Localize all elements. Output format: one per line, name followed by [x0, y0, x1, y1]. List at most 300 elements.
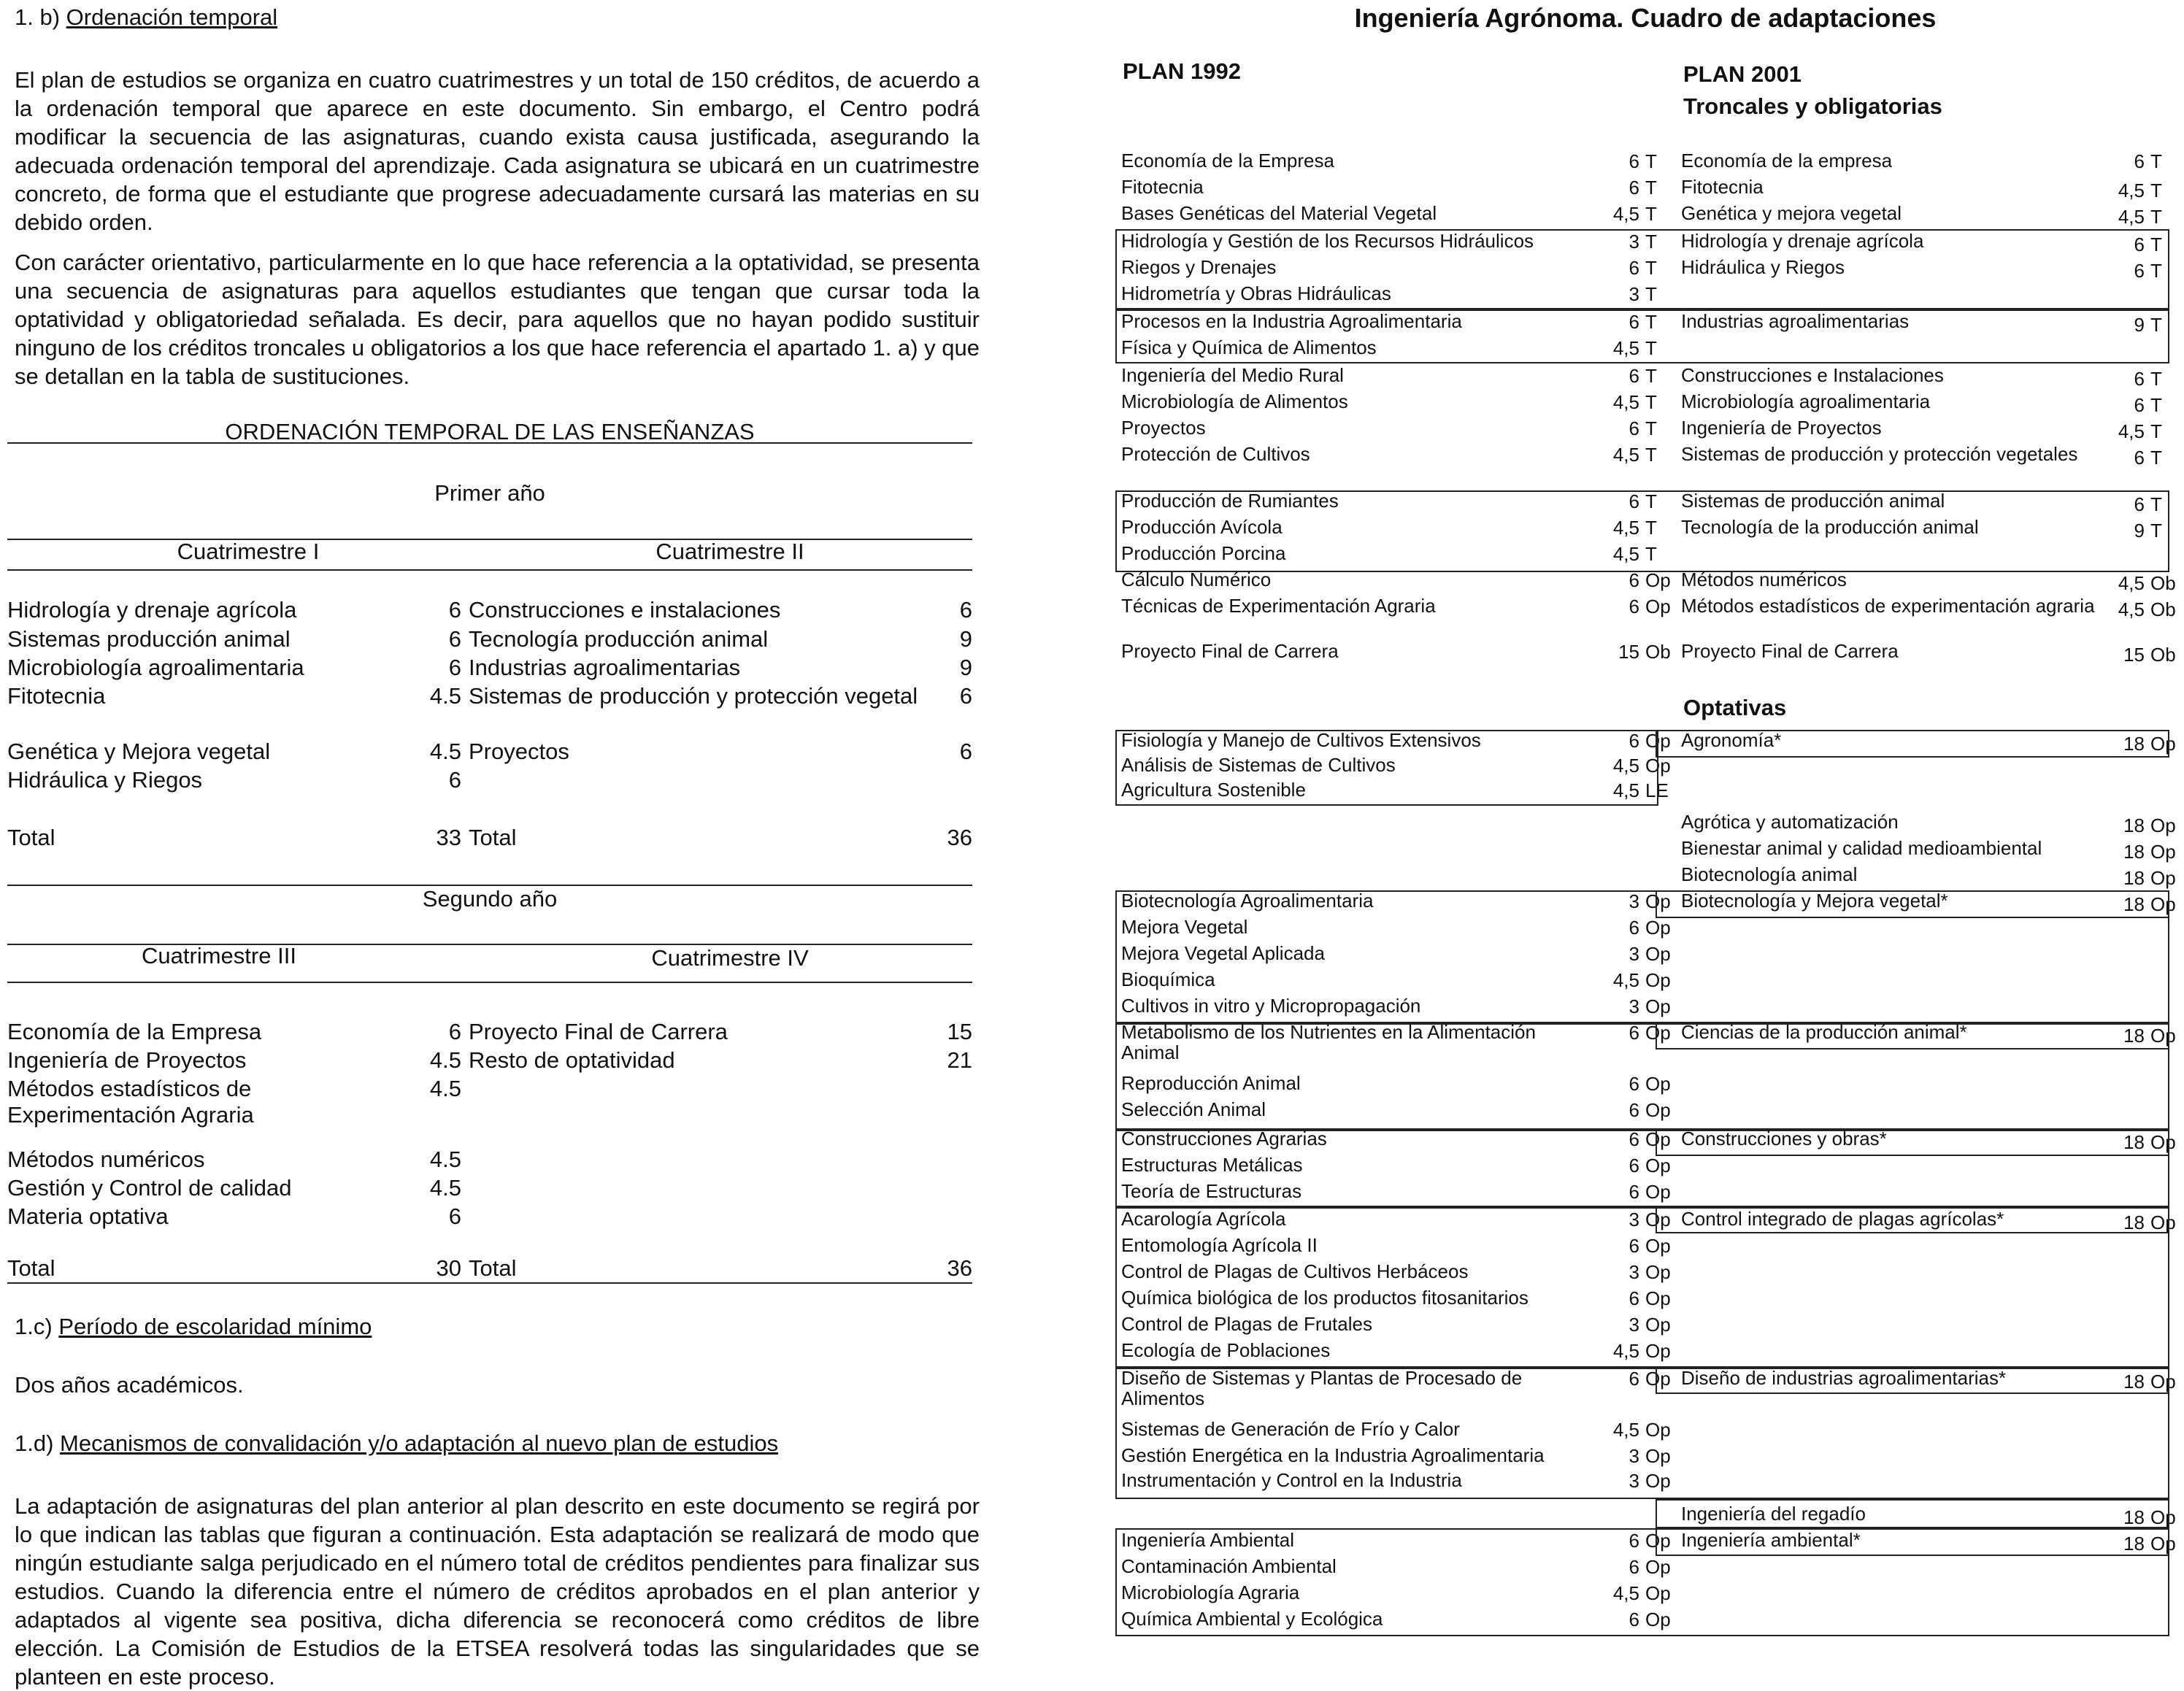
section-title: Ordenación temporal [66, 4, 278, 30]
old-credits: 3 [1629, 1470, 1639, 1492]
course-row [7, 1019, 972, 1047]
adaptation-row [1115, 203, 2175, 227]
old-credits: 4,5 [1612, 969, 1639, 991]
old-credits: 6 [1629, 1128, 1639, 1150]
old-type: Op [1645, 943, 1671, 965]
new-type: Ob [2150, 572, 2176, 594]
new-type: T [2150, 234, 2162, 255]
old-credits: 6 [1629, 257, 1639, 279]
credits-cell: 6 [448, 655, 461, 680]
year-label: Primer año [434, 480, 545, 506]
course-row [7, 739, 972, 767]
old-course: Contaminación Ambiental [1121, 1555, 1337, 1577]
old-type: Op [1645, 1022, 1671, 1044]
new-type: Op [2150, 733, 2176, 755]
new-course: Hidrología y drenaje agrícola [1681, 230, 1924, 252]
credits-cell: 6 [448, 626, 461, 652]
new-credits: 4,5 [2118, 572, 2145, 594]
old-type: T [1645, 231, 1657, 253]
old-type: Op [1645, 1287, 1671, 1309]
total-label: Total [7, 1255, 55, 1281]
old-type: T [1645, 543, 1657, 565]
old-credits: 4,5 [1612, 203, 1639, 225]
course-row [7, 1047, 972, 1076]
old-credits: 6 [1629, 365, 1639, 387]
old-credits: 4,5 [1612, 543, 1639, 565]
course-cell: Economía de la Empresa [7, 1019, 262, 1044]
credits-cell: 4.5 [429, 683, 461, 709]
old-course: Teoría de Estructuras [1121, 1180, 1302, 1202]
old-type: T [1645, 203, 1657, 225]
credits-cell: 4.5 [429, 1147, 461, 1172]
new-credits: 4,5 [2118, 598, 2145, 620]
new-course: Economía de la empresa [1681, 150, 1893, 172]
old-credits: 6 [1629, 177, 1639, 199]
divider [7, 569, 972, 571]
old-credits: 4,5 [1612, 1340, 1639, 1362]
course-row [7, 655, 972, 683]
old-type: Op [1645, 1099, 1671, 1121]
new-course: Métodos estadísticos de experimentación agraria [1681, 595, 2095, 617]
new-type: Op [2150, 1371, 2176, 1393]
course-cell: Genética y Mejora vegetal [7, 739, 271, 764]
new-type: T [2150, 394, 2162, 416]
old-credits: 4,5 [1612, 517, 1639, 539]
old-course: Cultivos in vitro y Micropropagación [1121, 995, 1421, 1017]
new-type: Op [2150, 814, 2176, 836]
course-row [7, 626, 972, 655]
new-type: Op [2150, 1025, 2176, 1047]
old-type: Op [1645, 1128, 1671, 1150]
new-credits: 6 [2134, 368, 2145, 390]
old-course: Control de Plagas de Frutales [1121, 1313, 1372, 1335]
old-course: Hidrometría y Obras Hidráulicas [1121, 282, 1391, 304]
optativas-heading: Optativas [1683, 695, 1787, 720]
divider [7, 1282, 972, 1284]
new-course: Agrótica y automatización [1681, 811, 1899, 833]
group-box [1656, 1022, 2169, 1049]
old-type: Op [1645, 1470, 1671, 1492]
new-type: Op [2150, 1212, 2176, 1233]
old-course: Riegos y Drenajes [1121, 256, 1277, 278]
old-credits: 4,5 [1612, 1582, 1639, 1604]
new-course: Construcciones y obras* [1681, 1128, 1887, 1149]
new-type: T [2150, 180, 2162, 201]
old-course: Análisis de Sistemas de Cultivos [1121, 754, 1396, 776]
year-label: Segundo año [422, 886, 558, 912]
paragraph-1c: Dos años académicos. [15, 1372, 244, 1398]
new-course: Proyecto Final de Carrera [1681, 640, 1899, 662]
credits-cell: 6 [959, 683, 972, 709]
new-type: Ob [2150, 644, 2176, 666]
old-course: Agricultura Sostenible [1121, 779, 1306, 801]
course-cell: Tecnología producción animal [469, 626, 769, 652]
old-type: Op [1645, 1235, 1671, 1257]
course-cell: Industrias agroalimentarias [469, 655, 741, 680]
old-course: Fitotecnia [1121, 176, 1204, 198]
new-credits: 18 [2123, 1212, 2145, 1233]
old-type: Op [1645, 1609, 1671, 1630]
old-type: Op [1645, 995, 1671, 1017]
new-course: Métodos numéricos [1681, 569, 1847, 590]
divider [7, 442, 972, 444]
old-type: Ob [1645, 641, 1671, 663]
credits-cell: 6 [448, 1203, 461, 1229]
new-credits: 6 [2134, 394, 2145, 416]
new-credits: 18 [2123, 733, 2145, 755]
old-course: Cálculo Numérico [1121, 569, 1272, 590]
semester-label: Cuatrimestre III [142, 943, 296, 968]
old-credits: 3 [1629, 1314, 1639, 1336]
old-course: Ingeniería del Medio Rural [1121, 364, 1344, 386]
new-course: Bienestar animal y calidad medioambiental [1681, 837, 2042, 859]
credits-cell: 4.5 [429, 1047, 461, 1073]
new-credits: 9 [2134, 314, 2145, 336]
course-row [7, 683, 972, 712]
section-number: 1. b) [15, 4, 61, 30]
old-credits: 3 [1629, 890, 1639, 912]
new-credits: 18 [2123, 1506, 2145, 1528]
old-type: Op [1645, 1368, 1671, 1390]
old-credits: 6 [1629, 150, 1639, 172]
old-credits: 3 [1629, 995, 1639, 1017]
group-box [1656, 1128, 2169, 1156]
old-credits: 3 [1629, 1261, 1639, 1283]
adaptation-row [1115, 569, 2175, 593]
course-cell: Sistemas de producción y protección vegetal [469, 683, 918, 709]
new-credits: 18 [2123, 1025, 2145, 1047]
old-credits: 3 [1629, 283, 1639, 305]
course-row [7, 1203, 972, 1232]
section-heading-1d [15, 1430, 778, 1457]
adaptation-row [1115, 596, 2175, 620]
new-course: Construcciones e Instalaciones [1681, 364, 1944, 386]
old-credits: 6 [1629, 1530, 1639, 1552]
old-type: Op [1645, 1209, 1671, 1230]
troncales-heading: Troncales y obligatorias [1683, 93, 1942, 119]
old-course: Selección Animal [1121, 1098, 1266, 1120]
old-type: Op [1645, 569, 1671, 591]
old-type: T [1645, 490, 1657, 512]
old-credits: 4,5 [1612, 337, 1639, 359]
new-credits: 4,5 [2118, 180, 2145, 201]
new-type: Op [2150, 893, 2176, 915]
new-credits: 4,5 [2118, 420, 2145, 442]
new-type: T [2150, 206, 2162, 228]
new-credits: 18 [2123, 1371, 2145, 1393]
adaptation-row [1115, 150, 2175, 174]
total-row [7, 1255, 972, 1284]
old-course: Proyectos [1121, 417, 1206, 439]
credits-cell: 4.5 [429, 1175, 461, 1201]
course-cell: Materia optativa [7, 1203, 169, 1229]
new-type: Op [2150, 841, 2176, 863]
old-course: Producción Avícola [1121, 516, 1283, 538]
new-course: Control integrado de plagas agrícolas* [1681, 1208, 2004, 1230]
old-type: Op [1645, 969, 1671, 991]
old-credits: 6 [1629, 1073, 1639, 1095]
old-type: T [1645, 517, 1657, 539]
old-credits: 6 [1629, 1609, 1639, 1630]
old-course: Ingeniería Ambiental [1121, 1529, 1295, 1551]
old-type: T [1645, 444, 1657, 466]
old-course: Metabolismo de los Nutrientes en la Alimentación Animal [1121, 1021, 1536, 1063]
old-type: T [1645, 337, 1657, 359]
old-course: Técnicas de Experimentación Agraria [1121, 595, 1436, 617]
old-credits: 3 [1629, 1445, 1639, 1467]
total-label: Total [469, 825, 517, 850]
old-course: Ecología de Poblaciones [1121, 1339, 1331, 1361]
new-type: T [2150, 314, 2162, 336]
old-credits: 3 [1629, 943, 1639, 965]
old-type: T [1645, 283, 1657, 305]
old-credits: 6 [1629, 1181, 1639, 1203]
course-cell: Hidráulica y Riegos [7, 767, 203, 793]
course-cell: Microbiología agroalimentaria [7, 655, 304, 680]
new-course: Biotecnología animal [1681, 863, 1858, 885]
adaptation-row [1115, 838, 2175, 862]
new-credits: 18 [2123, 814, 2145, 836]
total-value: 30 [436, 1255, 461, 1281]
old-credits: 6 [1629, 1368, 1639, 1390]
new-credits: 9 [2134, 520, 2145, 542]
new-credits: 6 [2134, 150, 2145, 172]
total-value: 33 [436, 825, 461, 850]
course-row [7, 1076, 972, 1128]
old-course: Mejora Vegetal [1121, 916, 1248, 938]
adaptation-row [1115, 177, 2175, 201]
old-type: Op [1645, 1073, 1671, 1095]
old-credits: 6 [1629, 917, 1639, 939]
adaptation-row [1115, 365, 2175, 389]
new-course: Biotecnología y Mejora vegetal* [1681, 890, 1948, 912]
adaptation-row [1115, 641, 2175, 665]
old-credits: 6 [1629, 1287, 1639, 1309]
new-credits: 6 [2134, 493, 2145, 515]
group-box [1656, 1528, 2169, 1556]
course-cell: Ingeniería de Proyectos [7, 1047, 247, 1073]
old-course: Sistemas de Generación de Frío y Calor [1121, 1418, 1460, 1440]
old-credits: 4,5 [1612, 1419, 1639, 1441]
old-course: Química biológica de los productos fitosanitarios [1121, 1287, 1529, 1309]
new-credits: 18 [2123, 893, 2145, 915]
old-type: Op [1645, 1582, 1671, 1604]
course-cell: Métodos numéricos [7, 1147, 205, 1172]
course-cell: Proyectos [469, 739, 569, 764]
new-course: Agronomía* [1681, 729, 1782, 751]
group-box [1115, 229, 2169, 311]
paragraph-1: El plan de estudios se organiza en cuatro cuatrimestres y un total de 150 créditos, de acuerdo a la ordenación temporal que aparece en este documento. Sin embargo, el Centro podrá modificar la secuencia de las asignaturas, cuando exista causa justificada, asegurando la adecuada ordenación temporal del aprendizaje. Cada asignatura se ubicará en un cuatrimestre concreto, de forma que el estudiante que progrese adecuadamente cursará las materias en su debido orden. [15, 67, 980, 235]
old-course: Entomología Agrícola II [1121, 1234, 1318, 1256]
section-title: Mecanismos de convalidación y/o adaptación al nuevo plan de estudios [60, 1430, 779, 1456]
old-type: Op [1645, 1314, 1671, 1336]
old-course: Producción Porcina [1121, 542, 1286, 564]
group-box [1656, 1366, 2169, 1394]
old-course: Procesos en la Industria Agroalimentaria [1121, 310, 1462, 332]
old-type: Op [1645, 596, 1671, 617]
old-type: T [1645, 150, 1657, 172]
new-course: Microbiología agroalimentaria [1681, 390, 1931, 412]
course-cell: Hidrología y drenaje agrícola [7, 597, 297, 623]
new-credits: 6 [2134, 260, 2145, 282]
old-credits: 6 [1629, 569, 1639, 591]
new-credits: 18 [2123, 867, 2145, 889]
old-course: Control de Plagas de Cultivos Herbáceos [1121, 1260, 1469, 1282]
table-title: ORDENACIÓN TEMPORAL DE LAS ENSEÑANZAS [225, 419, 755, 444]
adaptation-row [1115, 391, 2175, 415]
old-credits: 6 [1629, 1022, 1639, 1044]
old-type: Op [1645, 890, 1671, 912]
old-credits: 6 [1629, 1235, 1639, 1257]
paragraph-3: La adaptación de asignaturas del plan anterior al plan descrito en este documento se regirá por lo que indican las tablas que figuran a continuación. Esta adaptación se realizará de modo que ningún estudiante salga perjudicado en el número total de créditos pendientes para finalizar sus estudios. Cuando la diferencia entre el número de créditos aprobados en el plan anterior y adaptados al vigente sea positiva, dicha diferencia se reconocerá como créditos de libre elección. La Comisión de Estudios de la ETSEA resolverá todas las singularidades que se planteen en este proceso. [15, 1493, 980, 1690]
old-type: Op [1645, 730, 1671, 752]
total-value: 36 [947, 825, 972, 850]
old-course: Mejora Vegetal Aplicada [1121, 942, 1325, 964]
total-label: Total [469, 1255, 517, 1281]
new-type: T [2150, 520, 2162, 542]
new-course: Hidráulica y Riegos [1681, 256, 1845, 278]
old-credits: 6 [1629, 311, 1639, 333]
new-course: Industrias agroalimentarias [1681, 310, 1910, 332]
group-box [1656, 1206, 2169, 1233]
credits-cell: 6 [959, 597, 972, 623]
course-cell: Proyecto Final de Carrera [469, 1019, 728, 1044]
new-credits: 4,5 [2118, 206, 2145, 228]
adaptation-row [1115, 812, 2175, 836]
adaptation-row [1115, 864, 2175, 888]
old-credits: 6 [1629, 490, 1639, 512]
new-type: Op [2150, 867, 2176, 889]
old-type: Op [1645, 1530, 1671, 1552]
group-box [1115, 490, 2169, 572]
old-type: Op [1645, 1181, 1671, 1203]
old-course: Bases Genéticas del Material Vegetal [1121, 202, 1437, 224]
old-type: T [1645, 391, 1657, 413]
old-course: Estructuras Metálicas [1121, 1154, 1303, 1176]
new-credits: 18 [2123, 1533, 2145, 1555]
course-cell: Construcciones e instalaciones [469, 597, 781, 623]
old-credits: 6 [1629, 1556, 1639, 1578]
new-credits: 15 [2123, 644, 2145, 666]
old-type: LE [1645, 779, 1669, 801]
old-course: Diseño de Sistemas y Plantas de Procesado de Alimentos [1121, 1367, 1523, 1409]
paragraph-2: Con carácter orientativo, particularmente en lo que hace referencia a la optatividad, se presenta una secuencia de asignaturas para aquellos estudiantes que tengan que cursar toda la optatividad y obligatoriedad señalada. Es decir, para aquellos que no hayan podido sustituir ninguno de los créditos troncales u obligatorios a los que hace referencia el apartado 1. a) y que se detallan en la tabla de sustituciones. [15, 250, 980, 389]
group-box [1656, 890, 2169, 918]
credits-cell: 6 [959, 739, 972, 764]
old-course: Hidrología y Gestión de los Recursos Hidráulicos [1121, 230, 1534, 252]
section-title: Período de escolaridad mínimo [58, 1314, 372, 1339]
new-type: T [2150, 368, 2162, 390]
old-type: Op [1645, 1419, 1671, 1441]
old-course: Física y Química de Alimentos [1121, 336, 1377, 358]
old-type: Op [1645, 755, 1671, 777]
credits-cell: 6 [448, 767, 461, 793]
adaptation-row [1115, 417, 2175, 442]
old-type: Op [1645, 1340, 1671, 1362]
old-credits: 3 [1629, 231, 1639, 253]
new-credits: 6 [2134, 234, 2145, 255]
old-credits: 6 [1629, 730, 1639, 752]
old-credits: 6 [1629, 1155, 1639, 1176]
old-course: Bioquímica [1121, 968, 1215, 990]
adaptation-row [1115, 444, 2175, 468]
new-course: Ingeniería de Proyectos [1681, 417, 1882, 439]
new-course: Sistemas de producción y protección vegetales [1681, 443, 2078, 465]
new-type: T [2150, 447, 2162, 469]
section-number: 1.c) [15, 1314, 53, 1339]
old-credits: 4,5 [1612, 391, 1639, 413]
course-cell: Fitotecnia [7, 683, 106, 709]
new-type: T [2150, 260, 2162, 282]
old-course: Economía de la Empresa [1121, 150, 1334, 172]
credits-cell: 9 [959, 655, 972, 680]
new-type: T [2150, 420, 2162, 442]
old-type: Op [1645, 1556, 1671, 1578]
old-type: T [1645, 311, 1657, 333]
new-course: Fitotecnia [1681, 176, 1764, 198]
new-type: Op [2150, 1533, 2176, 1555]
credits-cell: 6 [448, 1019, 461, 1044]
new-course: Genética y mejora vegetal [1681, 202, 1902, 224]
old-course: Gestión Energética en la Industria Agroalimentaria [1121, 1444, 1545, 1466]
old-credits: 15 [1618, 641, 1639, 663]
new-credits: 18 [2123, 841, 2145, 863]
old-course: Instrumentación y Control en la Industria [1121, 1469, 1462, 1491]
total-row [7, 825, 972, 853]
old-type: Op [1645, 1261, 1671, 1283]
old-course: Reproducción Animal [1121, 1072, 1301, 1094]
old-course: Biotecnología Agroalimentaria [1121, 890, 1374, 912]
course-row [7, 1147, 972, 1175]
new-type: T [2150, 150, 2162, 172]
course-cell: Resto de optatividad [469, 1047, 675, 1073]
group-box [1656, 730, 2169, 758]
total-value: 36 [947, 1255, 972, 1281]
old-type: T [1645, 177, 1657, 199]
credits-cell: 15 [947, 1019, 972, 1044]
old-credits: 3 [1629, 1209, 1639, 1230]
old-course: Acarología Agrícola [1121, 1208, 1286, 1230]
new-course: Ingeniería del regadío [1681, 1503, 1866, 1525]
old-credits: 4,5 [1612, 444, 1639, 466]
old-credits: 6 [1629, 596, 1639, 617]
credits-cell: 4.5 [429, 739, 461, 764]
new-course: Ciencias de la producción animal* [1681, 1021, 1967, 1043]
new-type: Ob [2150, 598, 2176, 620]
old-course: Proyecto Final de Carrera [1121, 640, 1339, 662]
total-label: Total [7, 825, 55, 850]
new-credits: 18 [2123, 1131, 2145, 1153]
old-course: Protección de Cultivos [1121, 443, 1310, 465]
new-course: Tecnología de la producción animal [1681, 516, 1979, 538]
plan-old-heading: PLAN 1992 [1123, 58, 1241, 84]
course-row [7, 1175, 972, 1203]
credits-cell: 4.5 [429, 1076, 461, 1101]
section-number: 1.d) [15, 1430, 54, 1456]
group-box [1115, 308, 2169, 363]
new-course: Diseño de industrias agroalimentarias* [1681, 1367, 2007, 1389]
semester-label: Cuatrimestre I [177, 539, 320, 564]
old-credits: 6 [1629, 1099, 1639, 1121]
old-course: Producción de Rumiantes [1121, 490, 1339, 512]
plan-new-heading: PLAN 2001 [1683, 61, 1802, 87]
new-course: Sistemas de producción animal [1681, 490, 1945, 512]
group-box [1656, 1499, 2169, 1528]
old-type: Op [1645, 1155, 1671, 1176]
new-course: Ingeniería ambiental* [1681, 1529, 1861, 1551]
new-type: T [2150, 493, 2162, 515]
old-course: Microbiología Agraria [1121, 1582, 1300, 1603]
